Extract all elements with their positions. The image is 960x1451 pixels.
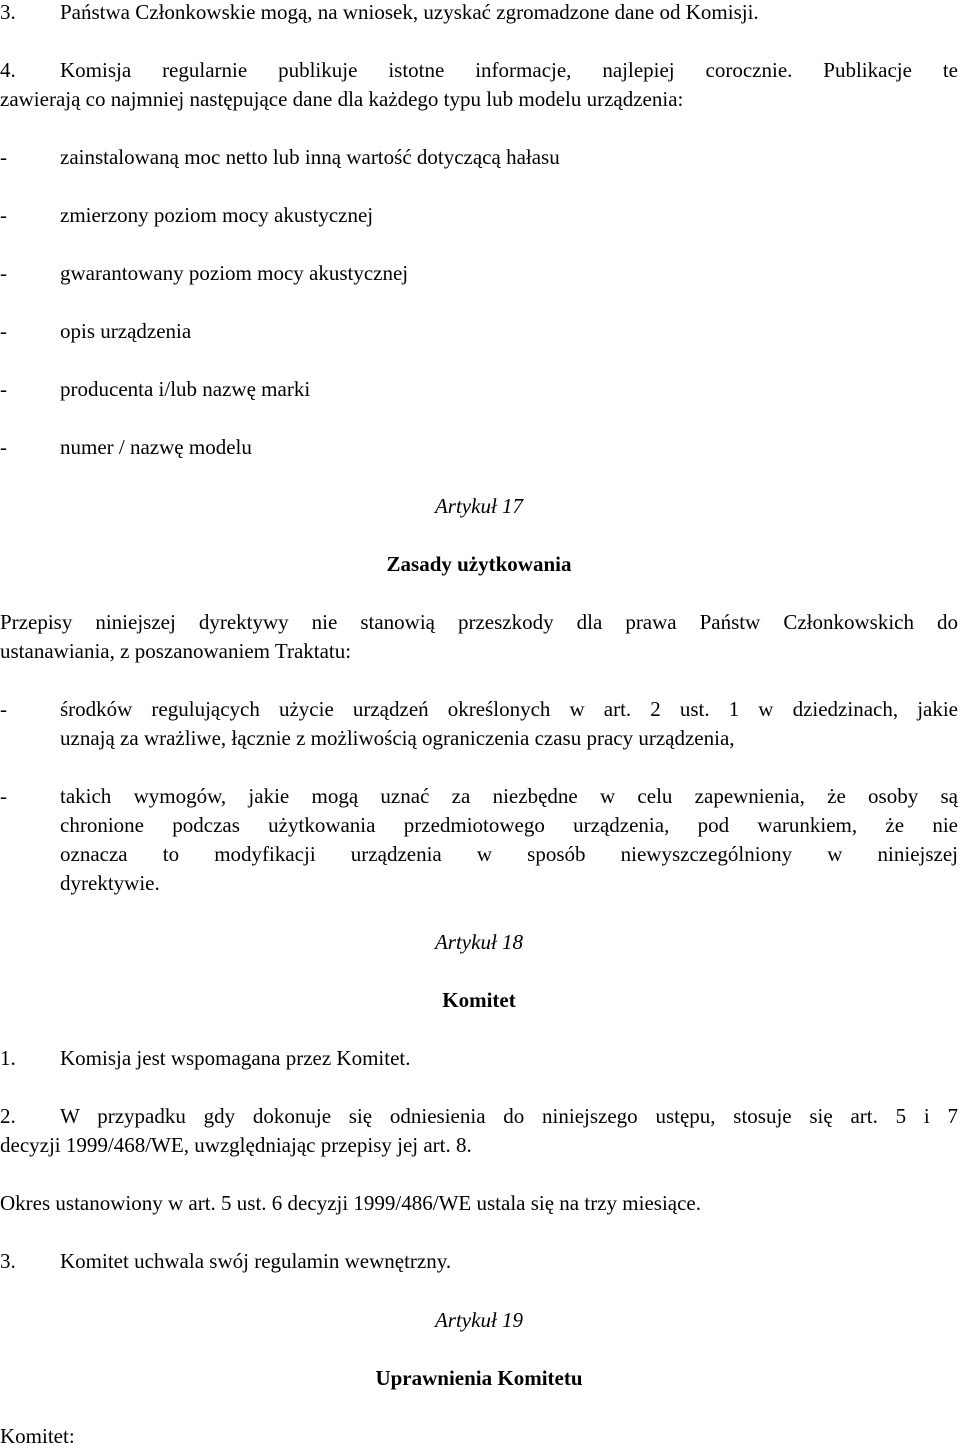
- list-dash: -: [0, 319, 7, 343]
- paragraph-number: 3.: [0, 1249, 16, 1273]
- list-item-text-line: dyrektywie.: [60, 871, 160, 895]
- article-title: Komitet: [442, 988, 516, 1012]
- paragraph-text: Państwa Członkowskie mogą, na wniosek, uzyskać zgromadzone dane od Komisji.: [60, 0, 759, 24]
- paragraph-period: Okres ustanowiony w art. 5 ust. 6 decyzji 1999/486/WE ustala się na trzy miesiące.: [0, 1191, 701, 1215]
- list-dash: -: [0, 784, 7, 808]
- list-item-text: producenta i/lub nazwę marki: [60, 377, 311, 401]
- article-title: Zasady użytkowania: [386, 552, 572, 576]
- list-item-text-line: uznają za wrażliwe, łącznie z możliwością ograniczenia czasu pracy urządzenia,: [60, 726, 735, 750]
- paragraph-text-line: W przypadku gdy dokonuje się odniesienia do niniejszego ustępu, stosuje się art. 5 i 7: [60, 1104, 958, 1128]
- list-item-text-line: oznacza to modyfikacji urządzenia w sposób niewyszczególniony w niniejszej: [60, 842, 958, 866]
- list-dash: -: [0, 261, 7, 285]
- article-number: Artykuł 18: [434, 930, 524, 954]
- list-item-text-line: chronione podczas użytkowania przedmiotowego urządzenia, pod warunkiem, że nie: [60, 813, 958, 837]
- list-dash: -: [0, 435, 7, 459]
- list-item-text-line: takich wymogów, jakie mogą uznać za niezbędne w celu zapewnienia, że osoby są: [60, 784, 958, 808]
- list-dash: -: [0, 145, 7, 169]
- paragraph-text: Komisja jest wspomagana przez Komitet.: [60, 1046, 411, 1070]
- paragraph-text-line: Komisja regularnie publikuje istotne informacje, najlepiej corocznie. Publikacje te: [60, 58, 958, 82]
- list-item-text: zmierzony poziom mocy akustycznej: [60, 203, 374, 227]
- list-item-text: zainstalowaną moc netto lub inną wartość dotyczącą hałasu: [60, 145, 560, 169]
- paragraph-text: Komitet uchwala swój regulamin wewnętrzny.: [60, 1249, 452, 1273]
- list-item-text: gwarantowany poziom mocy akustycznej: [60, 261, 409, 285]
- list-dash: -: [0, 377, 7, 401]
- list-dash: -: [0, 697, 7, 721]
- list-item-text-line: środków regulujących użycie urządzeń określonych w art. 2 ust. 1 w dziedzinach, jakie: [60, 697, 958, 721]
- article-number: Artykuł 17: [434, 494, 524, 518]
- list-item-text: numer / nazwę modelu: [60, 435, 252, 459]
- paragraph-number: 1.: [0, 1046, 16, 1070]
- paragraph-number: 4.: [0, 58, 16, 82]
- list-item-text: opis urządzenia: [60, 319, 192, 343]
- list-dash: -: [0, 203, 7, 227]
- paragraph-4-continuation: [0, 85, 958, 114]
- article-lead: Komitet:: [0, 1424, 75, 1448]
- article-intro-line: ustanawiania, z poszanowaniem Traktatu:: [0, 639, 352, 663]
- article-number: Artykuł 19: [434, 1308, 524, 1332]
- paragraph-text-line: zawierają co najmniej następujące dane dla każdego typu lub modelu urządzenia:: [0, 87, 684, 111]
- article-title: Uprawnienia Komitetu: [375, 1366, 583, 1390]
- paragraph-number: 3.: [0, 0, 16, 24]
- paragraph-2-continuation: decyzji 1999/468/WE, uwzględniając przepisy jej art. 8.: [0, 1133, 472, 1157]
- article-intro-line: Przepisy niniejszej dyrektywy nie stanowią przeszkody dla prawa Państw Członkowskich do: [0, 610, 958, 634]
- paragraph-number: 2.: [0, 1104, 16, 1128]
